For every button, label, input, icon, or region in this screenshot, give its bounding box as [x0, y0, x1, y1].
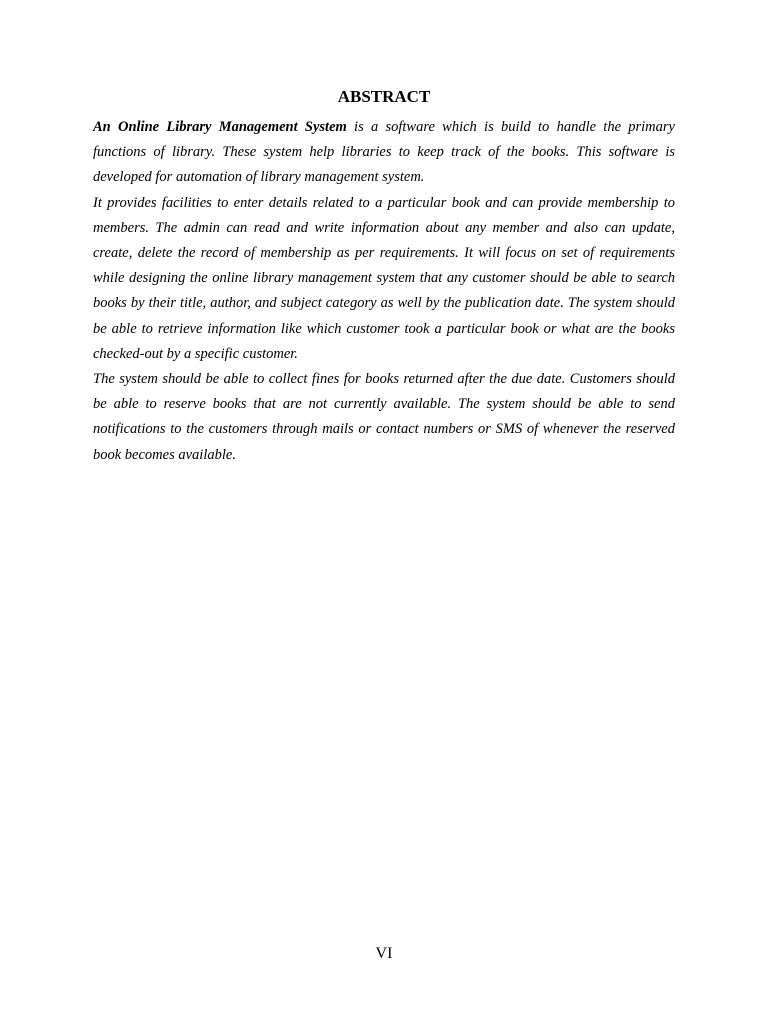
paragraph-1	[93, 115, 675, 191]
abstract-body	[93, 115, 675, 468]
page-title: ABSTRACT	[337, 87, 431, 106]
paragraph-text: The system should be able to collect fines for books returned after the due date. Customers should be able to reserve books that are not currently available. The system should be able to send notifications to the customers through mails or contact numbers or SMS of whenever the reserved book becomes available.	[93, 371, 675, 463]
page-number: VI	[375, 945, 393, 962]
paragraph-3	[93, 367, 675, 468]
paragraph-2	[93, 191, 675, 367]
paragraph-lead: An Online Library Management System	[93, 119, 347, 135]
paragraph-text: It provides facilities to enter details related to a particular book and can provide membership to members. The admin can read and write information about any member and also can update, create, delete the record of membership as per requirements. It will focus on set of requirements while designing the online library management system that any customer should be able to search books by their title, author, and subject category as well by the publication date. The system should be able to retrieve information like which customer took a particular book or what are the books checked-out by a specific customer.	[93, 194, 675, 362]
paragraph-text: is a software which is build to handle the primary functions of library. These system help libraries to keep track of the books. This software is developed for automation of library management system.	[93, 119, 675, 186]
